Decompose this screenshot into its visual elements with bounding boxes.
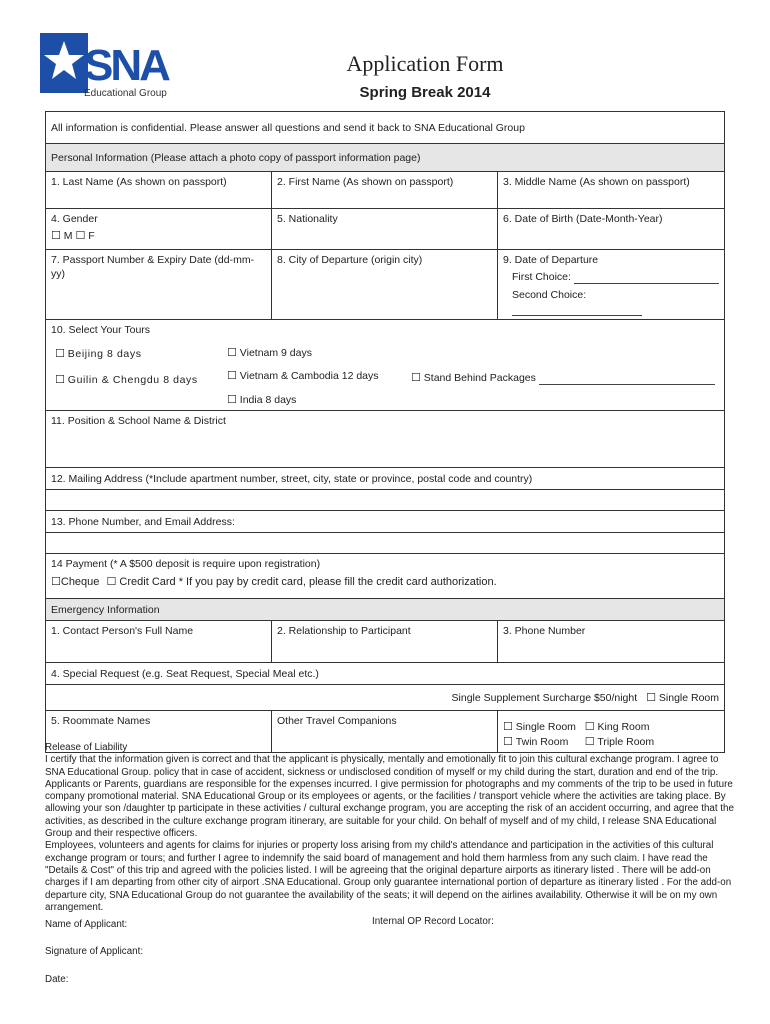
king-room-checkbox[interactable]: ☐ <box>584 720 595 733</box>
payment-section <box>46 554 725 599</box>
twin-room-checkbox[interactable]: ☐ <box>503 735 513 748</box>
cheque-checkbox[interactable]: ☐ <box>51 575 61 588</box>
last-name-field[interactable] <box>46 172 272 209</box>
credit-card-checkbox[interactable]: ☐ <box>106 575 117 588</box>
middle-name-label: 3. Middle Name (As shown on passport) <box>503 176 690 188</box>
release-of-liability <box>45 742 735 914</box>
guilin-checkbox[interactable]: ☐ <box>55 373 65 386</box>
beijing-label: Beijing 8 days <box>67 348 142 360</box>
first-name-label: 2. First Name (As shown on passport) <box>277 176 454 188</box>
dob-field[interactable] <box>498 209 725 250</box>
city-departure-label: 8. City of Departure (origin city) <box>277 254 423 266</box>
date-label: Date: <box>45 974 69 985</box>
gender-label: 4. Gender <box>51 213 98 225</box>
page-title: Application Form <box>346 51 504 76</box>
passport-field[interactable] <box>46 250 272 320</box>
last-name-label: 1. Last Name (As shown on passport) <box>51 176 227 188</box>
companions-label: Other Travel Companions <box>277 715 397 727</box>
credit-card-label: Credit Card * If you pay by credit card, please fill the credit card authorization. <box>119 576 497 588</box>
gender-field <box>46 209 272 250</box>
special-request-label: 4. Special Request (e.g. Seat Request, Special Meal etc.) <box>46 663 725 685</box>
cambodia-checkbox[interactable]: ☐ <box>227 369 237 382</box>
phone-email-input-row[interactable] <box>46 533 725 554</box>
nationality-label: 5. Nationality <box>277 213 338 225</box>
payment-label: 14 Payment (* A $500 deposit is require upon registration) <box>51 558 321 570</box>
gender-f-checkbox[interactable]: ☐ <box>75 229 86 242</box>
application-form-table <box>45 111 725 753</box>
passport-label: 7. Passport Number & Expiry Date (dd-mm-yy) <box>51 254 255 280</box>
india-checkbox[interactable]: ☐ <box>227 393 237 406</box>
first-choice-line[interactable] <box>574 274 719 284</box>
logo-subtitle: Educational Group <box>84 88 167 99</box>
first-name-field[interactable] <box>272 172 498 209</box>
gender-m-label: M <box>63 230 73 242</box>
mailing-label: 12. Mailing Address (*Include apartment number, street, city, state or province, postal code and country) <box>46 468 725 490</box>
contact-name-field[interactable] <box>46 621 272 663</box>
emergency-phone-field[interactable] <box>498 621 725 663</box>
second-choice-label: Second Choice: <box>512 289 587 301</box>
position-label: 11. Position & School Name & District <box>51 415 226 427</box>
dob-label: 6. Date of Birth (Date-Month-Year) <box>503 213 663 225</box>
first-choice-label: First Choice: <box>512 271 571 283</box>
middle-name-field[interactable] <box>498 172 725 209</box>
nationality-field[interactable] <box>272 209 498 250</box>
tours-label: 10. Select Your Tours <box>51 324 151 336</box>
record-locator-label: Internal OP Record Locator: <box>372 916 494 927</box>
guilin-label: Guilin & Chengdu 8 days <box>67 374 198 386</box>
beijing-checkbox[interactable]: ☐ <box>55 347 65 360</box>
date-departure-field <box>498 250 725 320</box>
relationship-field[interactable] <box>272 621 498 663</box>
tours-section <box>46 320 725 411</box>
cambodia-label: Vietnam & Cambodia 12 days <box>239 370 379 382</box>
position-field[interactable] <box>46 411 725 468</box>
emergency-phone-label: 3. Phone Number <box>503 625 586 637</box>
twin-room-label: Twin Room <box>515 736 569 748</box>
star-icon <box>40 33 88 93</box>
relationship-label: 2. Relationship to Participant <box>277 625 411 637</box>
triple-room-label: Triple Room <box>597 736 655 748</box>
single-room-top-label: Single Room <box>658 691 720 704</box>
vietnam-checkbox[interactable]: ☐ <box>227 346 237 359</box>
cheque-label: Cheque <box>60 576 100 588</box>
roommates-label: 5. Roommate Names <box>51 715 151 727</box>
release-paragraph-1: I certify that the information given is correct and that the applicant is physically, mentally and emotionally fit to join this cultural exchange program. I agree to SNA Educational Group. policy that in case of accident, sickness or undisclosed condition of myself or my child during the start, duration and end of the trip. Applicants or Parents, guardians are responsible for the expenses incurred. I give permission for photographs and my comments of the trip to be used in future company promotional material. SNA Educational Group or its employees or agents, or the facilities / transport vehicle where the activities are taking place. By allowing your son /daughter tp participate in these activities / cultural exchange program, you are accepting the risk of an accident occurring, and agree that the activities, as described in the culture exchange program itinerary, are suitable for your child. On behalf of myself and of my child, I release SNA Educational Group and their respective officers. <box>45 754 734 840</box>
second-choice-line[interactable] <box>512 306 642 316</box>
phone-email-label: 13. Phone Number, and Email Address: <box>46 511 725 533</box>
logo-text: SNA <box>84 41 168 90</box>
signature-label: Signature of Applicant: <box>45 946 144 957</box>
stand-behind-line[interactable] <box>539 375 715 385</box>
single-room-top-checkbox[interactable]: ☐ <box>646 690 656 704</box>
intro-text: All information is confidential. Please answer all questions and send it back to SNA Educational Group <box>46 112 725 144</box>
emergency-section-header: Emergency Information <box>46 599 725 621</box>
gender-m-checkbox[interactable]: ☐ <box>51 229 61 242</box>
king-room-label: King Room <box>597 721 650 733</box>
date-departure-label: 9. Date of Departure <box>503 254 599 266</box>
release-heading: Release of Liability <box>45 742 128 753</box>
page-subtitle: Spring Break 2014 <box>359 84 491 101</box>
city-departure-field[interactable] <box>272 250 498 320</box>
single-room-checkbox[interactable]: ☐ <box>503 720 513 733</box>
release-paragraph-2: Employees, volunteers and agents for claims for injuries or property loss arising from my child's attendance and participation in the activities of this cultural exchange program or tours; and further I agree to indemnify the said board of management and hold them harmless from any such claim. I have read the "Details & Cost" of this trip and agreed with the policies listed. I will be agreeing that the original departure airports as itinerary listed . There will be add-on charges if I am departing from other city of airport .SNA Educational. Group only guarantee international portion of departure as itinerary listed . For the add-on departure city, SNA Educational Group do not guarantee the availability of the seats; it will depend on the airlines availability. Otherwise it will be on my own arrangement. <box>45 840 732 913</box>
stand-behind-label: Stand Behind Packages <box>423 372 536 384</box>
single-room-label: Single Room <box>515 721 576 733</box>
surcharge-label: Single Supplement Surcharge $50/night <box>451 691 638 704</box>
triple-room-checkbox[interactable]: ☐ <box>584 735 595 748</box>
mailing-input-row[interactable] <box>46 490 725 511</box>
contact-name-label: 1. Contact Person's Full Name <box>51 625 194 637</box>
vietnam-label: Vietnam 9 days <box>239 347 312 359</box>
surcharge-row <box>46 685 725 711</box>
personal-section-header: Personal Information (Please attach a photo copy of passport information page) <box>46 144 725 172</box>
india-label: India 8 days <box>239 394 297 406</box>
gender-f-label: F <box>88 230 95 242</box>
applicant-name-label: Name of Applicant: <box>45 919 128 930</box>
stand-behind-checkbox[interactable]: ☐ <box>411 371 421 384</box>
